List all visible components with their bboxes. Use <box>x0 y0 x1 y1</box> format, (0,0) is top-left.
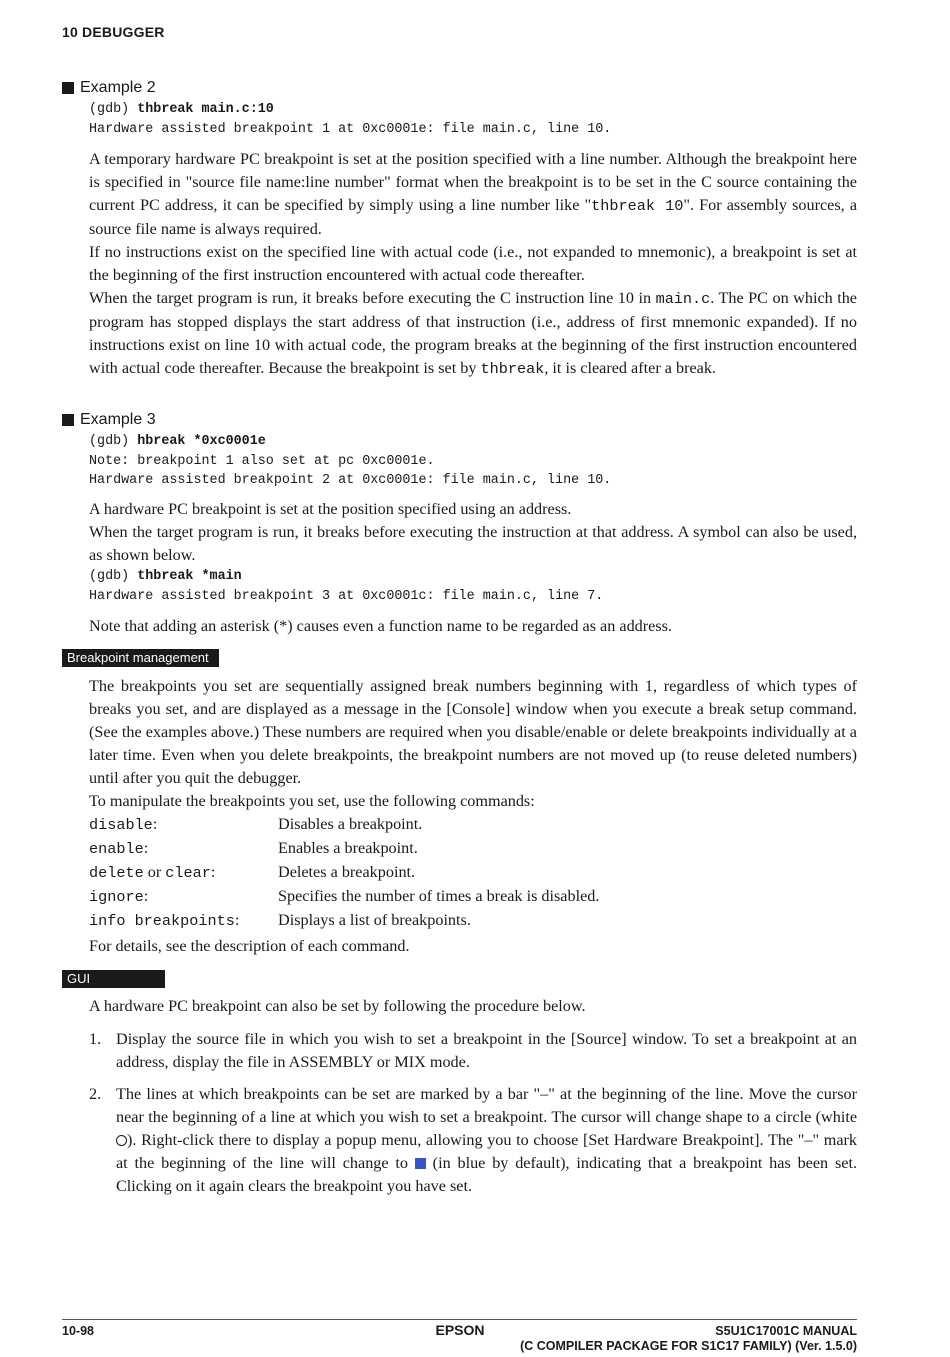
paragraph <box>89 287 857 381</box>
inline-code: main.c <box>655 290 711 308</box>
text: , it is cleared after a break. <box>544 359 716 377</box>
command-name: enable <box>89 840 144 858</box>
paragraph: A hardware PC breakpoint is set at the position specified using an address. <box>89 500 572 518</box>
example-2-code <box>89 100 857 139</box>
code-output: Hardware assisted breakpoint 1 at 0xc0001e: file main.c, line 10. <box>89 121 612 137</box>
example-2-title: Example 2 <box>80 79 156 96</box>
list-item <box>89 1028 857 1074</box>
code-output: Note: breakpoint 1 also set at pc 0xc0001e. <box>89 453 435 469</box>
command-suffix: : <box>143 839 149 857</box>
code-command: hbreak *0xc0001e <box>137 434 266 449</box>
command-description: Displays a list of breakpoints. <box>278 911 471 929</box>
brand-name: EPSON <box>435 1322 485 1338</box>
command-name: clear <box>165 864 211 882</box>
example-2-heading <box>62 79 156 97</box>
manual-title <box>520 1324 857 1354</box>
command-suffix: : <box>143 887 149 905</box>
square-bullet-icon <box>62 82 74 94</box>
text: A temporary hardware PC breakpoint is set at the position specified with a line number. Although the breakpoint here is specified in "source file name:line number" format when the breakpoint is to be set in the C source containing the current PC address, it can be specified by simply using a line number like " <box>89 150 857 214</box>
manual-title-line: S5U1C17001C MANUAL <box>715 1324 857 1338</box>
code-prompt: (gdb) <box>89 434 138 449</box>
command-suffix: : <box>234 911 240 929</box>
example-2-description <box>89 148 857 381</box>
code-prompt: (gdb) <box>89 102 138 117</box>
text: ". For assembly sources, a source file name is always required. <box>89 196 858 238</box>
example-3-description <box>89 498 857 567</box>
paragraph <box>89 148 857 241</box>
command-suffix: : <box>210 863 216 881</box>
asterisk-note: Note that adding an asterisk (*) causes even a function name to be regarded as an address. <box>89 617 672 635</box>
blue-breakpoint-marker-icon <box>415 1158 426 1169</box>
code-output: Hardware assisted breakpoint 2 at 0xc0001e: file main.c, line 10. <box>89 473 612 488</box>
breakpoint-management-body <box>89 675 857 933</box>
command-row <box>89 861 857 885</box>
command-list <box>89 813 857 933</box>
list-item <box>89 1083 857 1198</box>
square-bullet-icon <box>62 414 74 426</box>
command-row <box>89 813 857 837</box>
example-3-heading <box>62 411 156 429</box>
command-row <box>89 885 857 909</box>
command-row <box>89 909 857 933</box>
details-note: For details, see the description of each command. <box>89 937 410 955</box>
paragraph: To manipulate the breakpoints you set, use the following commands: <box>89 792 535 810</box>
footer-rule <box>62 1319 857 1320</box>
list-text: Display the source file in which you wish to set a breakpoint in the [Source] window. To set a breakpoint at an address, display the file in ASSEMBLY or MIX mode. <box>116 1030 857 1071</box>
section-header: 10 DEBUGGER <box>62 24 165 40</box>
text: (in blue by default), indicating that a breakpoint has been set. Clicking on it again clears the breakpoint you have set. <box>116 1154 858 1195</box>
code-command: thbreak main.c:10 <box>137 102 274 117</box>
gui-intro: A hardware PC breakpoint can also be set by following the procedure below. <box>89 997 586 1015</box>
code-prompt: (gdb) <box>89 569 138 584</box>
code-command: thbreak *main <box>137 569 242 584</box>
gui-label: GUI <box>62 970 165 988</box>
example-3-code-2 <box>89 567 857 606</box>
text: . The PC on which the program has stopped displays the start address of that instruction (i.e., address of first mnemonic expanded). If no instructions exist on line 10 with actual code, the program breaks at the beginning of the first instruction encountered with actual code thereafter. Because the breakpoint is set by <box>89 289 857 377</box>
code-output: Hardware assisted breakpoint 3 at 0xc0001c: file main.c, line 7. <box>89 588 604 604</box>
paragraph: If no instructions exist on the specified line with actual code (i.e., not expanded to mnemonic), a breakpoint is set at the beginning of the first instruction encountered with actual code thereafter. <box>89 243 857 284</box>
command-name: ignore <box>89 888 144 906</box>
white-circle-cursor-icon <box>116 1135 127 1146</box>
command-description: Enables a breakpoint. <box>278 839 418 857</box>
command-description: Specifies the number of times a break is disabled. <box>278 887 600 905</box>
command-description: Disables a breakpoint. <box>278 815 423 833</box>
text: When the target program is run, it breaks before executing the C instruction line 10 in <box>89 289 656 307</box>
list-number: 2. <box>89 1085 102 1103</box>
command-description: Deletes a breakpoint. <box>278 863 416 881</box>
paragraph: When the target program is run, it breaks before executing the instruction at that address. A symbol can also be used, as shown below. <box>89 523 857 564</box>
list-text <box>116 1083 857 1198</box>
command-row <box>89 837 857 861</box>
command-extra: or <box>143 863 166 881</box>
command-name: delete <box>89 864 144 882</box>
example-3-title: Example 3 <box>80 411 156 428</box>
text: The lines at which breakpoints can be set are marked by a bar "–" at the beginning of the line. Move the cursor near the beginning of a line at which you wish to set a breakpoint. The cursor will change shape to a circle (white <box>116 1085 857 1126</box>
text: ). Right-click there to display a popup menu, allowing you to choose [Set Hardware Breakpoint]. The "–" mark at the beginning of the line will change to <box>116 1131 857 1172</box>
command-name: info breakpoints <box>89 912 235 930</box>
inline-code: thbreak 10 <box>591 197 684 215</box>
breakpoint-management-label: Breakpoint management <box>62 649 219 667</box>
page-number: 10-98 <box>62 1324 94 1338</box>
list-number: 1. <box>89 1030 102 1048</box>
paragraph: The breakpoints you set are sequentially assigned break numbers beginning with 1, regardless of which types of breaks you set, and are displayed as a message in the [Console] window when you execute a break setup command. (See the examples above.) These numbers are required when you disable/enable or delete breakpoints individually at a later time. Even when you delete breakpoints, the breakpoint numbers are not moved up (to reuse deleted numbers) until after you quit the debugger. <box>89 677 857 787</box>
command-name: disable <box>89 816 153 834</box>
example-3-code <box>89 432 857 491</box>
command-suffix: : <box>152 815 158 833</box>
manual-title-line: (C COMPILER PACKAGE FOR S1C17 FAMILY) (Ver. 1.5.0) <box>520 1339 857 1353</box>
inline-code: thbreak <box>480 360 545 378</box>
